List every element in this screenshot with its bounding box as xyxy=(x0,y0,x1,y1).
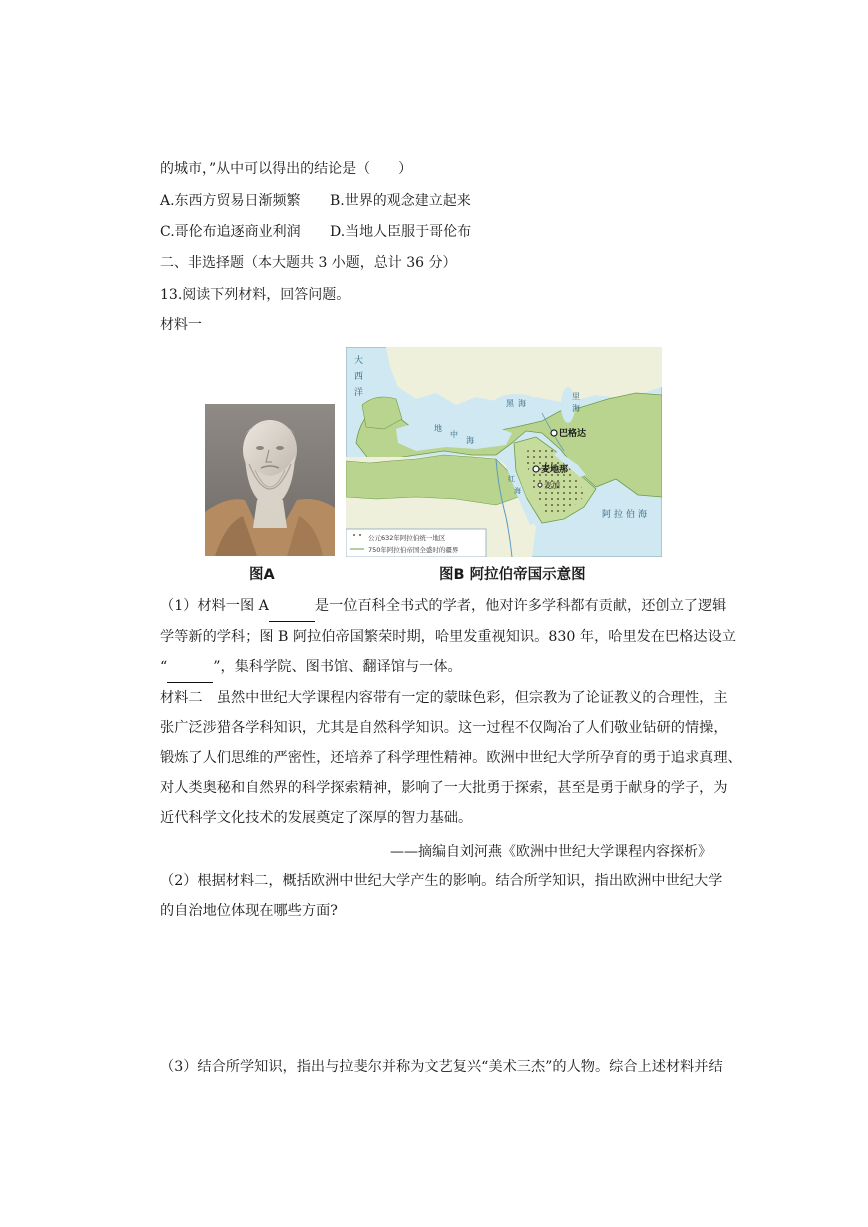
question-3-line-1: （3）结合所学知识，指出与拉斐尔并称为文艺复兴“美术三杰”的人物。综合上述材料并结 xyxy=(160,1059,723,1075)
q12-option-c: C.哥伦布追逐商业利润 xyxy=(160,224,301,240)
q12-options-row-2 xyxy=(160,223,471,241)
city-marker-baghdad xyxy=(551,430,557,436)
map-label-atlantic-1: 大 xyxy=(354,356,364,366)
city-label-baghdad: 巴格达 xyxy=(559,429,587,439)
question-1-line-1: （1）材料一图 A 是一位百科全书式的学者，他对许多学科都有贡献，还创立了逻辑 xyxy=(160,591,712,622)
map-label-arabian-3: 伯 xyxy=(626,510,636,520)
map-label-med-2: 中 xyxy=(450,430,458,439)
map-label-med-1: 地 xyxy=(434,424,442,433)
map-label-med-3: 海 xyxy=(466,436,474,445)
question-3 xyxy=(160,1052,723,1082)
q12-stem-tail: 的城市，”从中可以得出的结论是（ ） xyxy=(160,161,413,177)
map-label-black-1: 黑 xyxy=(506,399,514,408)
question-2 xyxy=(160,866,723,926)
figure-a-caption: 图A xyxy=(249,567,275,583)
material-two-line-2: 张广泛涉猎各学科知识，尤其是自然科学知识。这一过程不仅陶冶了人们敬业钻研的情操， xyxy=(160,720,728,736)
city-label-mecca: 麦加 xyxy=(544,481,560,490)
figure-b-caption: 图B 阿拉伯帝国示意图 xyxy=(439,567,586,583)
q12-option-a: A.东西方贸易日渐频繁 xyxy=(160,193,301,209)
map-label-arabian-2: 拉 xyxy=(614,510,624,520)
map-label-caspian-1: 里 xyxy=(572,392,580,401)
map-label-caspian-2: 海 xyxy=(572,404,580,413)
question-1-line-2: 学等新的学科；图 B 阿拉伯帝国繁荣时期，哈里发重视知识。830 年，哈里发在巴格达设立 xyxy=(160,629,736,645)
map-label-black-2: 海 xyxy=(518,399,526,408)
figure-a-bust-image xyxy=(205,404,335,556)
answer-blank-2[interactable] xyxy=(167,652,213,683)
map-label-arabian-4: 海 xyxy=(638,510,648,520)
material-one-label: 材料一 xyxy=(160,317,202,333)
figure-b-map xyxy=(346,347,662,557)
q13-stem: 13.阅读下列材料，回答问题。 xyxy=(160,287,351,303)
question-1 xyxy=(160,591,736,683)
question-2-line-2: 的自治地位体现在哪些方面? xyxy=(160,903,338,919)
answer-blank-1[interactable] xyxy=(269,591,315,622)
q12-option-b: B.世界的观念建立起来 xyxy=(330,193,471,209)
city-marker-mecca xyxy=(538,483,542,487)
map-label-red-2: 海 xyxy=(514,487,521,495)
material-two-line-3: 锻炼了人们思维的严密性，还培养了科学理性精神。欧洲中世纪大学所孕育的勇于追求真理、 xyxy=(160,750,742,766)
map-label-red-1: 红 xyxy=(508,475,515,483)
q12-option-d: D.当地人臣服于哥伦布 xyxy=(330,224,472,240)
material-two-line-4: 对人类奥秘和自然界的科学探索精神，影响了一大批勇于探索，甚至是勇于献身的学子，为 xyxy=(160,780,728,796)
material-two xyxy=(160,683,742,833)
city-label-medina: 麦地那 xyxy=(541,465,569,475)
q12-options-row-1 xyxy=(160,192,471,210)
material-two-source: ——摘编自刘河燕《欧洲中世纪大学课程内容探析》 xyxy=(390,844,712,860)
legend-label-750: 750年阿拉伯帝国全盛时的疆界 xyxy=(368,546,459,554)
material-two-line-1: 材料二 虽然中世纪大学课程内容带有一定的蒙昧色彩，但宗教为了论证教义的合理性，主 xyxy=(160,690,728,706)
question-1-line-3: “ ”，集科学院、图书馆、翻译馆与一体。 xyxy=(160,652,712,683)
city-marker-medina xyxy=(533,466,539,472)
map-label-atlantic-2: 西 xyxy=(354,372,364,382)
material-two-line-5: 近代科学文化技术的发展奠定了深厚的智力基础。 xyxy=(160,810,473,826)
legend-label-632: 公元632年阿拉伯统一地区 xyxy=(368,534,446,542)
map-label-arabian-1: 阿 xyxy=(602,510,612,520)
section-heading: 二、非选择题（本大题共 3 小题，总计 36 分） xyxy=(160,255,457,271)
legend-swatch-632 xyxy=(350,534,364,540)
question-2-line-1: （2）根据材料二，概括欧洲中世纪大学产生的影响。结合所学知识，指出欧洲中世纪大学 xyxy=(160,873,723,889)
map-label-atlantic-3: 洋 xyxy=(354,388,364,398)
